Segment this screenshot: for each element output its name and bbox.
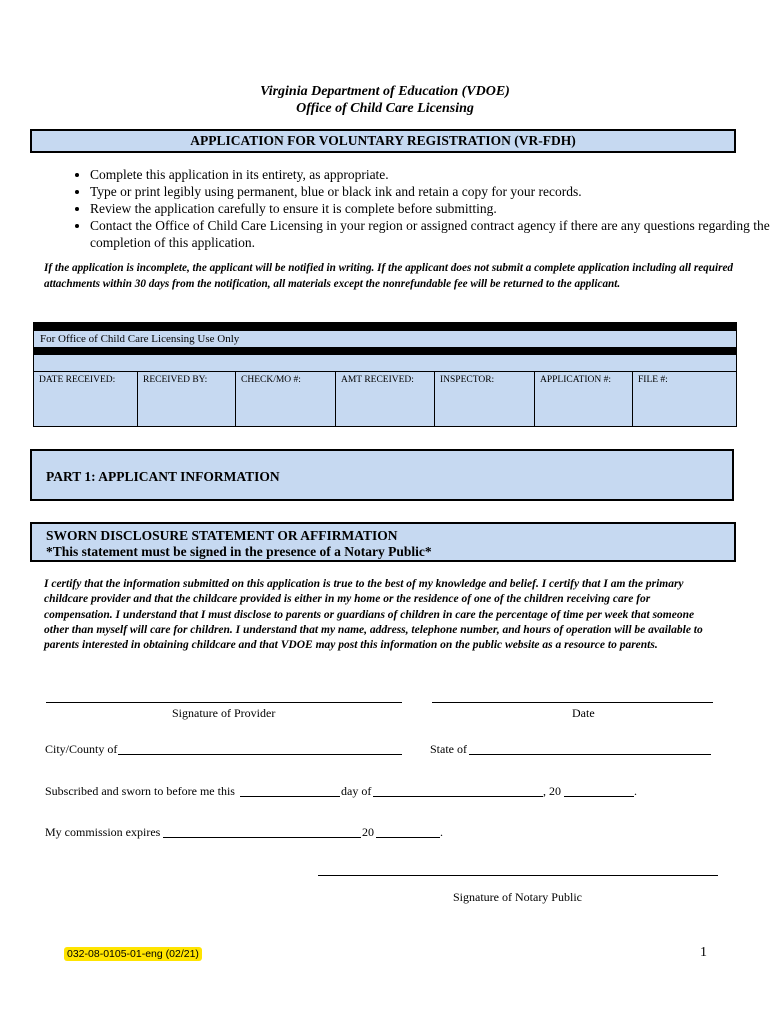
city-county-label: City/County of <box>45 742 118 756</box>
commission-period: . <box>440 825 443 839</box>
file-number-field[interactable]: FILE #: <box>633 372 736 426</box>
date-line[interactable] <box>432 702 713 703</box>
received-by-field[interactable]: RECEIVED BY: <box>138 372 236 426</box>
day-of-label: day of <box>341 784 372 798</box>
year-prefix: , 20 <box>543 784 561 798</box>
state-label: State of <box>430 742 467 756</box>
instruction-item: • Contact the Office of Child Care Licensing in your region or assigned contract agency if there are any questions regarding the completion of this application. <box>90 217 770 251</box>
inspector-field[interactable]: INSPECTOR: <box>435 372 535 426</box>
page-number: 1 <box>700 945 707 960</box>
commission-year-line[interactable] <box>376 837 440 838</box>
sworn-title: SWORN DISCLOSURE STATEMENT OR AFFIRMATION <box>46 528 398 543</box>
sworn-statement-heading <box>30 522 736 562</box>
form-code-badge: 032-08-0105-01-eng (02/21) <box>64 947 202 961</box>
date-received-field[interactable]: DATE RECEIVED: <box>34 372 138 426</box>
agency-name: Virginia Department of Education (VDOE) <box>260 84 510 99</box>
office-use-fields <box>34 372 736 426</box>
check-mo-field[interactable]: CHECK/MO #: <box>236 372 336 426</box>
amount-received-field[interactable]: AMT RECEIVED: <box>336 372 435 426</box>
incomplete-warning: If the application is incomplete, the applicant will be notified in writing. If the applicant does not submit a complete application including all required attachments within 30 days from the notification, all materials except the nonrefundable fee will be returned to the applicant. <box>44 262 733 290</box>
instruction-item: • Type or print legibly using permanent, blue or black ink and retain a copy for your records. <box>90 183 770 200</box>
day-line[interactable] <box>240 796 340 797</box>
city-county-line[interactable] <box>118 754 402 755</box>
table-divider <box>34 347 736 355</box>
commission-label: My commission expires <box>45 825 161 839</box>
date-label: Date <box>572 706 595 720</box>
notary-signature-label: Signature of Notary Public <box>453 890 582 904</box>
office-use-label: For Office of Child Care Licensing Use Only <box>34 331 736 347</box>
sworn-subtitle: *This statement must be signed in the presence of a Notary Public* <box>46 544 432 559</box>
instruction-item: • Review the application carefully to ensure it is complete before submitting. <box>90 200 770 217</box>
notary-signature-line[interactable] <box>318 875 718 876</box>
month-line[interactable] <box>373 796 543 797</box>
provider-signature-line[interactable] <box>46 702 402 703</box>
instruction-item: • Complete this application in its entirety, as appropriate. <box>90 166 770 183</box>
table-blank-row <box>34 355 736 371</box>
commission-date-line[interactable] <box>163 837 361 838</box>
table-divider <box>34 323 736 331</box>
year-line[interactable] <box>564 796 634 797</box>
form-title: APPLICATION FOR VOLUNTARY REGISTRATION (VR-FDH) <box>30 129 736 153</box>
application-number-field[interactable]: APPLICATION #: <box>535 372 633 426</box>
certification-text: I certify that the information submitted on this application is true to the best of my knowledge and belief. I certify that I am the primary childcare provider and that the childcare provided is either in my home or the residence of one of the children receiving care for compensation. I understand that I must disclose to parents or guardians of children in care the percentage of time per week that someone other than myself will care for children. I understand that my name, address, telephone number, and hours of operation will be available to parents interested in obtaining childcare and that VDOE may post this information on the public website as a resource to parents. <box>44 578 703 652</box>
subscribed-label: Subscribed and sworn to before me this <box>45 784 235 798</box>
state-line[interactable] <box>469 754 711 755</box>
year-period: . <box>634 784 637 798</box>
part1-heading: PART 1: APPLICANT INFORMATION <box>30 449 734 501</box>
commission-year-prefix: 20 <box>362 825 374 839</box>
office-use-table <box>33 322 737 427</box>
instruction-list <box>44 166 770 251</box>
office-name: Office of Child Care Licensing <box>296 101 474 116</box>
provider-signature-label: Signature of Provider <box>172 706 276 720</box>
